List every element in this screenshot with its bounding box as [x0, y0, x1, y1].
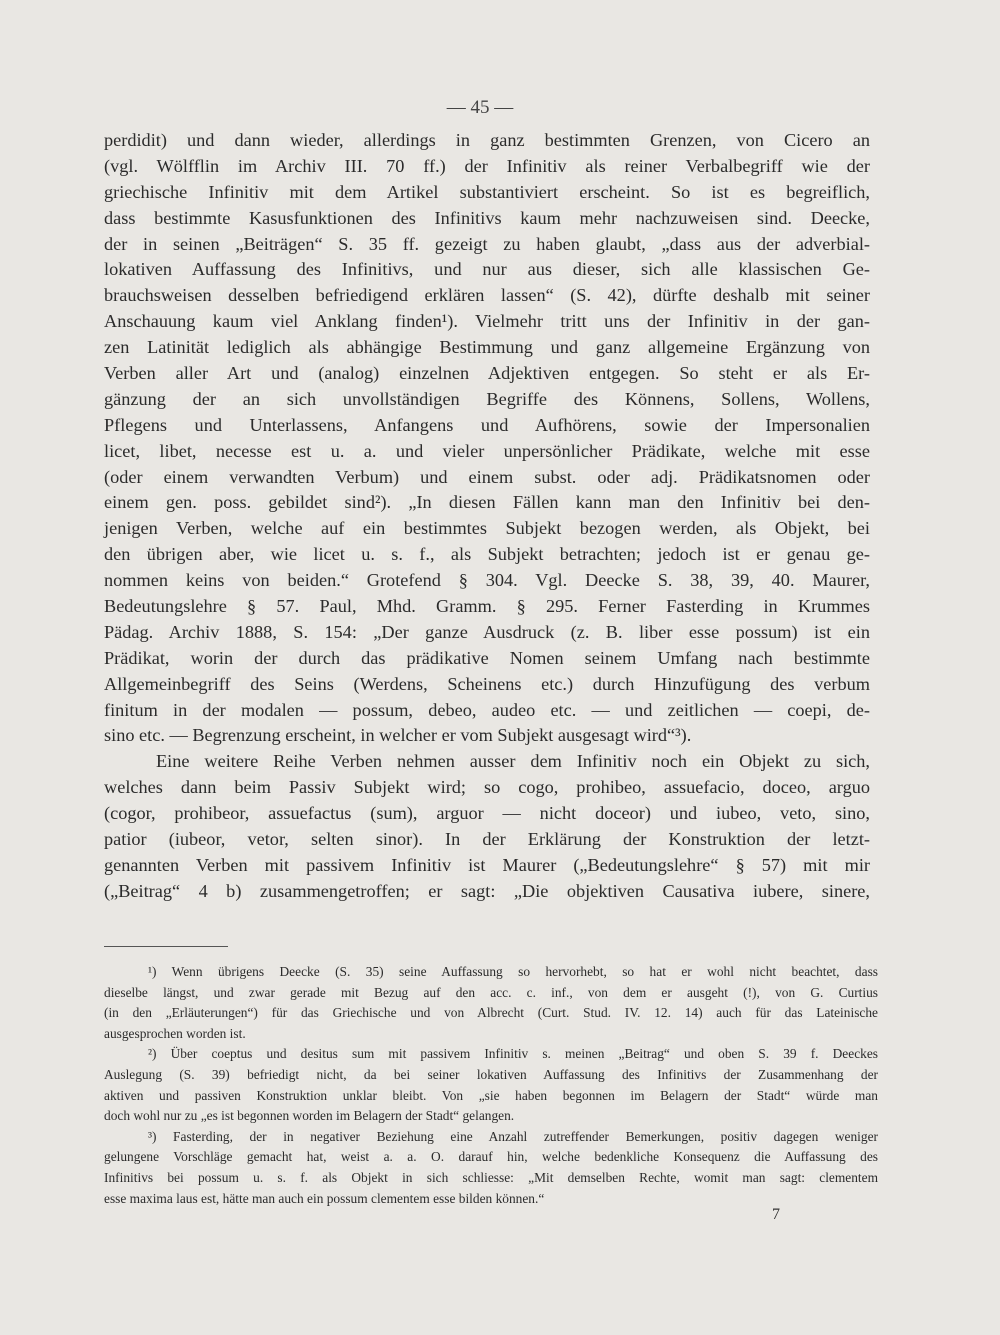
- footnotes: [104, 962, 878, 1209]
- body-line: Prädikat, worin der durch das prädikative Nomen seinem Umfang nach bestimmte: [104, 647, 870, 668]
- body-line: (oder einem verwandten Verbum) und einem subst. oder adj. Prädikatsnomen oder: [104, 466, 870, 487]
- page-number: — 45 —: [446, 97, 514, 118]
- footnote-line: aktiven und passiven Konstruktion unklar bleibt. Von „sie haben begonnen im Belagern der Stadt“ würde man: [104, 1087, 878, 1103]
- body-line: patior (iubeor, vetor, selten sinor). In der Erklärung der Konstruktion der letzt-: [104, 829, 870, 850]
- body-line: zen Latinität lediglich als abhängige Bestimmung und ganz allgemeine Ergänzung von: [104, 337, 870, 358]
- body-line: dass bestimmte Kasusfunktionen des Infinitivs kaum mehr nachzuweisen sind. Deecke,: [104, 207, 870, 228]
- footnote-line: ²) Über coeptus und desitus sum mit passivem Infinitiv s. meinen „Beitrag“ und oben S. 39 f. Deeckes: [148, 1046, 878, 1062]
- signature-mark: 7: [772, 1206, 780, 1223]
- footnote-line: Infinitivs bei possum u. s. f. als Objekt in sich schliesse: „Mit demselben Rechte, womit man sagt: clementem: [104, 1169, 878, 1185]
- body-line: Pädag. Archiv 1888, S. 154: „Der ganze Ausdruck (z. B. liber esse possum) ist ein: [104, 621, 870, 642]
- body-line: (vgl. Wölfflin im Archiv III. 70 ff.) der Infinitiv als reiner Verbalbegriff wie der: [104, 155, 870, 176]
- body-line: Pflegens und Unterlassens, Anfangens und Aufhörens, sowie der Impersonalien: [104, 414, 870, 435]
- body-line: nommen keins von beiden.“ Grotefend § 304. Vgl. Deecke S. 38, 39, 40. Maurer,: [104, 570, 870, 591]
- body-line: welches dann beim Passiv Subjekt wird; so cogo, prohibeo, assuefacio, doceo, arguo: [104, 777, 870, 798]
- body-line: gänzung der an sich unvollständigen Begriffe des Könnens, Sollens, Wollens,: [104, 388, 870, 409]
- body-line: Eine weitere Reihe Verben nehmen ausser dem Infinitiv noch ein Objekt zu sich,: [156, 751, 870, 772]
- body-line: den übrigen aber, wie licet u. s. f., als Subjekt betrachten; jedoch ist er genau ge-: [104, 544, 870, 565]
- footnote-line: doch wohl nur zu „es ist begonnen worden im Belagern der Stadt“ gelangen.: [104, 1108, 515, 1124]
- footnote-line: (in den „Erläuterungen“) für das Griechische und von Albrecht (Curt. Stud. IV. 12. 14) auch für das Lateinische: [104, 1005, 878, 1021]
- footnote-line: esse maxima laus est, hätte man auch ein possum clementem esse bilden können.“: [104, 1190, 545, 1206]
- body-line: jenigen Verben, welche auf ein bestimmtes Subjekt bezogen werden, als Objekt, bei: [104, 518, 870, 539]
- footnote-line: gelungene Vorschläge gemacht hat, weist a. a. O. darauf hin, welche bedenkliche Konsequenz die Auffassung des: [104, 1149, 878, 1165]
- footnote-divider: [104, 946, 228, 947]
- footnote-line: dieselbe längst, und zwar gerade mit Bezug auf den acc. c. inf., von dem er ausgeht (!), von G. Curtius: [104, 984, 878, 1000]
- body-line: lokativen Auffassung des Infinitivs, und nur aus dieser, sich alle klassischen Ge-: [104, 259, 870, 280]
- body-text: [104, 128, 870, 905]
- body-line: finitum in der modalen — possum, debeo, audeo etc. — und zeitlichen — coepi, de-: [104, 699, 870, 720]
- footnote-line: ¹) Wenn übrigens Deecke (S. 35) seine Auffassung so hervorhebt, so hat er wohl nicht beachtet, dass: [148, 964, 878, 979]
- footnote-line: ausgesprochen worden ist.: [104, 1025, 246, 1041]
- body-line: perdidit) und dann wieder, allerdings in ganz bestimmten Grenzen, von Cicero an: [104, 130, 870, 150]
- body-line: („Beitrag“ 4 b) zusammengetroffen; er sagt: „Die objektiven Causativa iubere, sinere,: [104, 880, 870, 901]
- body-line: Verben aller Art und (analog) einzelnen Adjektiven entgegen. So steht er als Er-: [104, 363, 870, 384]
- body-line: genannten Verben mit passivem Infinitiv ist Maurer („Bedeutungslehre“ § 57) mit mir: [104, 854, 870, 875]
- body-line: licet, libet, necesse est u. a. und vieler unpersönlicher Prädikate, welche mit esse: [104, 440, 870, 461]
- footnote-line: Auslegung (S. 39) befriedigt nicht, da bei seiner lokativen Auffassung des Infinitivs der Zusammenhang der: [104, 1066, 878, 1082]
- body-line: brauchsweisen desselben befriedigend erklären lassen“ (S. 42), dürfte deshalb mit seiner: [104, 285, 870, 306]
- body-line: (cogor, prohibeor, assuefactus (sum), arguor — nicht doceor) und iubeo, veto, sino,: [104, 803, 870, 824]
- body-line: Bedeutungslehre § 57. Paul, Mhd. Gramm. § 295. Ferner Fasterding in Krummes: [104, 596, 870, 617]
- body-line: der in seinen „Beiträgen“ S. 35 ff. gezeigt zu haben glaubt, „dass aus der adverbial-: [104, 233, 870, 254]
- body-line: einem gen. poss. gebildet sind²). „In diesen Fällen kann man den Infinitiv bei den-: [104, 492, 870, 513]
- footnote-line: ³) Fasterding, der in negativer Beziehung eine Anzahl zutreffender Bemerkungen, positiv dagegen weniger: [148, 1128, 878, 1144]
- body-line: griechische Infinitiv mit dem Artikel substantiviert erscheint. So ist es begreiflich,: [104, 181, 870, 202]
- body-line: sino etc. — Begrenzung erscheint, in welcher er vom Subjekt ausgesagt wird“³).: [104, 725, 692, 746]
- body-line: Allgemeinbegriff des Seins (Werdens, Scheinens etc.) durch Hinzufügung des verbum: [104, 673, 870, 694]
- body-line: Anschauung kaum viel Anklang finden¹). Vielmehr tritt uns der Infinitiv in der gan-: [104, 311, 870, 332]
